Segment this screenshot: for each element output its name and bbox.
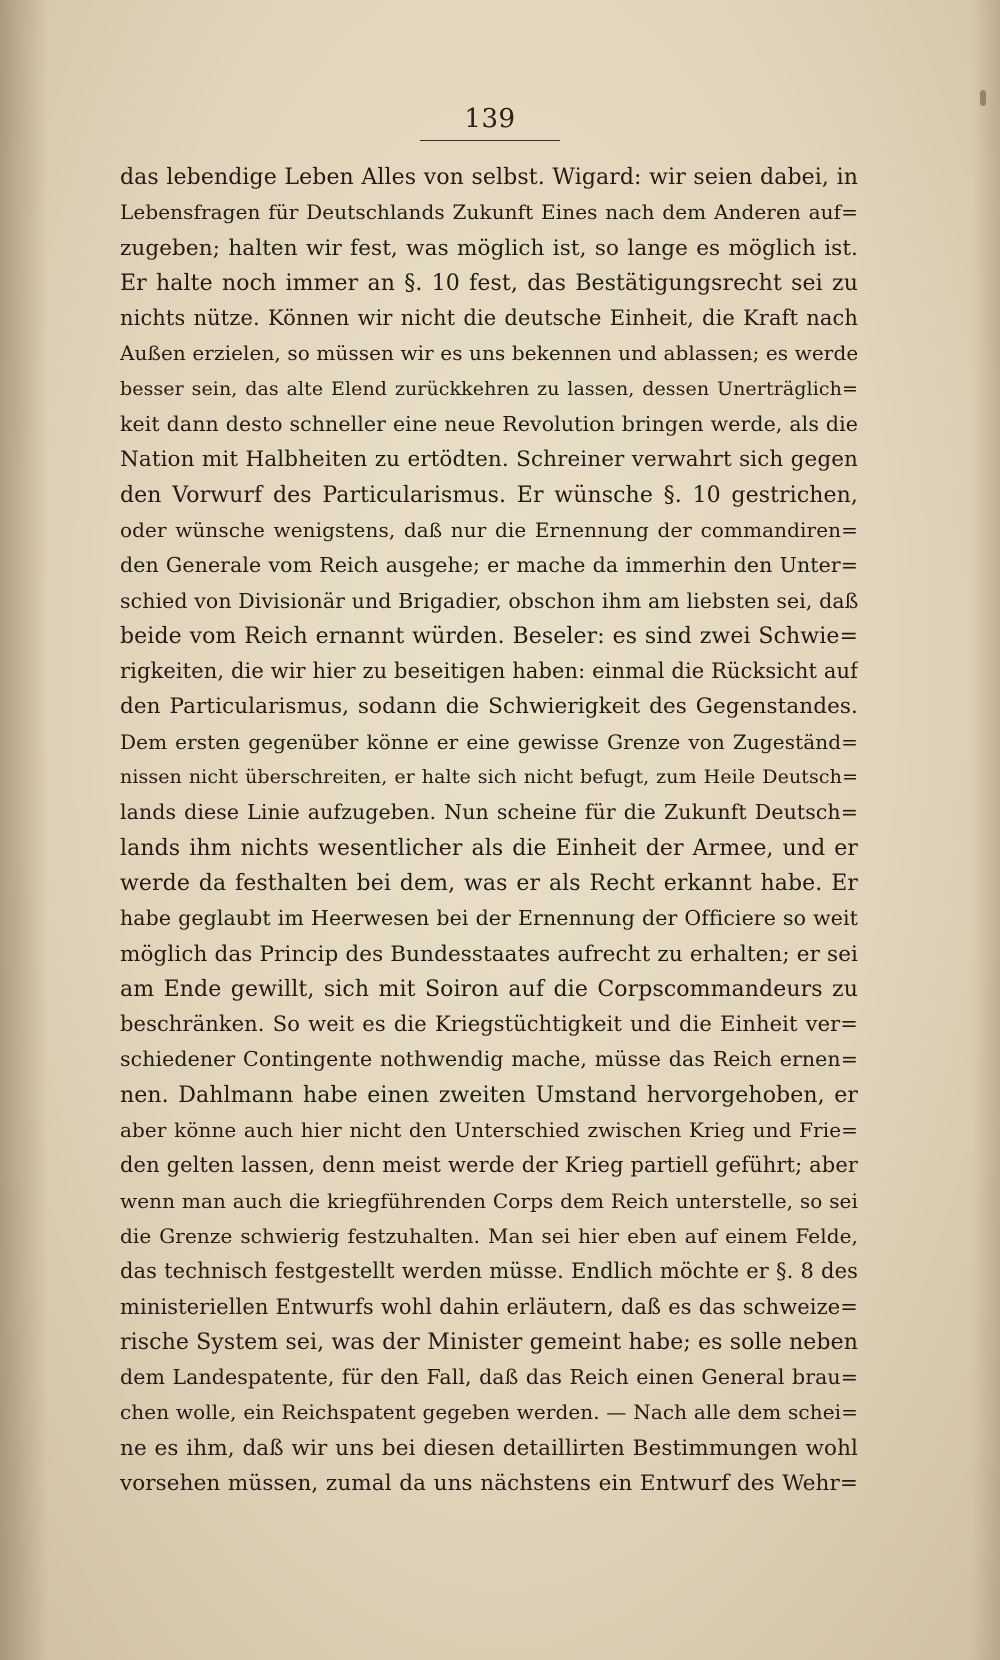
text-line: werde da festhalten bei dem, was er als Recht erkannt habe. Er	[120, 870, 858, 896]
text-line: keit dann desto schneller eine neue Revolution bringen werde, als die	[120, 412, 858, 437]
text-line: rigkeiten, die wir hier zu beseitigen haben: einmal die Rücksicht auf	[120, 659, 858, 684]
text-line: nissen nicht überschreiten, er halte sich nicht befugt, zum Heile Deutsch=	[120, 766, 858, 789]
text-line: lands diese Linie aufzugeben. Nun scheine für die Zukunft Deutsch=	[120, 800, 858, 825]
text-line: das lebendige Leben Alles von selbst. Wigard: wir seien dabei, in	[120, 165, 858, 190]
text-line: möglich das Princip des Bundesstaates aufrecht zu erhalten; er sei	[120, 941, 858, 967]
paper-stain	[980, 90, 986, 106]
text-line: nichts nütze. Können wir nicht die deutsche Einheit, die Kraft nach	[120, 306, 858, 331]
text-line: aber könne auch hier nicht den Unterschied zwischen Krieg und Frie=	[120, 1118, 858, 1143]
text-line: den Vorwurf des Particularismus. Er wünsche §. 10 gestrichen,	[120, 482, 858, 508]
text-line: schiedener Contingente nothwendig mache, müsse das Reich ernen=	[120, 1047, 858, 1072]
text-line: besser sein, das alte Elend zurückkehren zu lassen, dessen Unerträglich=	[120, 377, 858, 400]
text-line: beide vom Reich ernannt würden. Beseler: es sind zwei Schwie=	[120, 623, 858, 649]
text-line: Er halte noch immer an §. 10 fest, das Bestätigungsrecht sei zu	[120, 270, 858, 296]
text-line: am Ende gewillt, sich mit Soiron auf die Corpscommandeurs zu	[120, 976, 858, 1002]
page-number: 139	[464, 104, 516, 134]
text-line: Lebensfragen für Deutschlands Zukunft Eines nach dem Anderen auf=	[120, 200, 858, 225]
spine-shadow	[0, 0, 48, 1660]
text-line: die Grenze schwierig festzuhalten. Man sei hier eben auf einem Felde,	[120, 1223, 858, 1248]
text-line: dem Landespatente, für den Fall, daß das Reich einen General brau=	[120, 1365, 858, 1390]
text-line: ne es ihm, daß wir uns bei diesen detaillirten Bestimmungen wohl	[120, 1435, 858, 1461]
text-line: den Generale vom Reich ausgehe; er mache da immerhin den Unter=	[120, 553, 858, 578]
page-edge-shadow	[972, 0, 1000, 1660]
text-line: nen. Dahlmann habe einen zweiten Umstand hervorgehoben, er	[120, 1082, 858, 1108]
text-line: habe geglaubt im Heerwesen bei der Ernennung der Officiere so weit	[120, 906, 858, 931]
text-line: Nation mit Halbheiten zu ertödten. Schreiner verwahrt sich gegen	[120, 447, 858, 473]
text-line: den Particularismus, sodann die Schwierigkeit des Gegenstandes.	[120, 694, 858, 720]
header-rule	[420, 140, 560, 141]
text-line: oder wünsche wenigstens, daß nur die Ernennung der commandiren=	[120, 517, 858, 542]
text-line: wenn man auch die kriegführenden Corps dem Reich unterstelle, so sei	[120, 1188, 858, 1213]
text-line: schied von Divisionär und Brigadier, obschon ihm am liebsten sei, daß	[120, 588, 858, 613]
text-line: vorsehen müssen, zumal da uns nächstens ein Entwurf des Wehr=	[120, 1470, 858, 1496]
text-line: Dem ersten gegenüber könne er eine gewisse Grenze von Zugeständ=	[120, 729, 858, 754]
text-line: Außen erzielen, so müssen wir es uns bekennen und ablassen; es werde	[120, 341, 858, 366]
text-line: chen wolle, ein Reichspatent gegeben werden. — Nach alle dem schei=	[120, 1400, 858, 1425]
body-text	[120, 160, 858, 1501]
text-line: lands ihm nichts wesentlicher als die Einheit der Armee, und er	[120, 835, 858, 861]
text-line: ministeriellen Entwurfs wohl dahin erläutern, daß es das schweize=	[120, 1294, 858, 1319]
text-line: rische System sei, was der Minister gemeint habe; es solle neben	[120, 1329, 858, 1355]
text-line: das technisch festgestellt werden müsse. Endlich möchte er §. 8 des	[120, 1259, 858, 1284]
text-line: zugeben; halten wir fest, was möglich ist, so lange es möglich ist.	[120, 235, 858, 261]
text-line: beschränken. So weit es die Kriegstüchtigkeit und die Einheit ver=	[120, 1012, 858, 1037]
text-line: den gelten lassen, denn meist werde der Krieg partiell geführt; aber	[120, 1153, 858, 1178]
